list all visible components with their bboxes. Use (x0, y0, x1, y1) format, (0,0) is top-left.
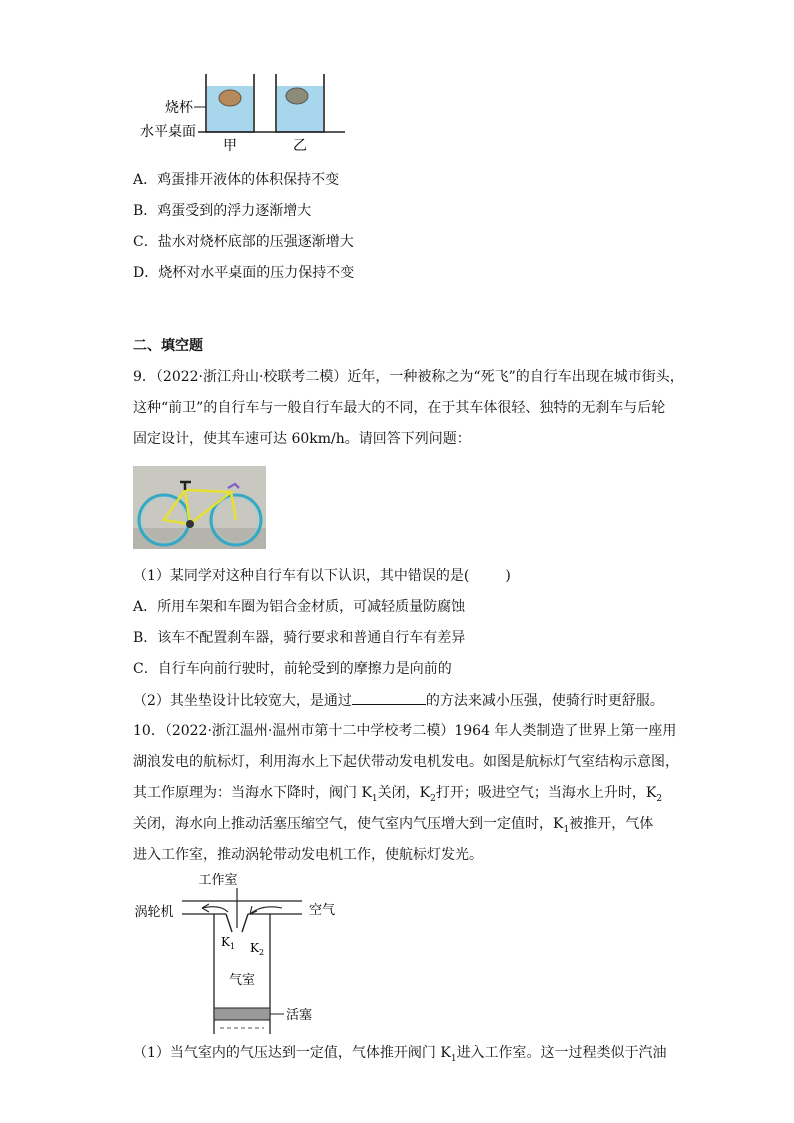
q9-sub1-close: ) (505, 568, 511, 584)
piston (214, 1008, 270, 1020)
q10-sub1 (133, 1043, 667, 1069)
valve-k1 (226, 914, 232, 932)
label-table: 水平桌面 (140, 124, 196, 140)
q9-sub2-after: 的方法来减小压强，使骑行时更舒服。 (425, 693, 664, 709)
q10-sub-k2b: 2 (656, 793, 663, 804)
bicycle-image (133, 466, 266, 549)
q10-sub-k1b: 1 (563, 824, 570, 835)
bicycle-photo (133, 466, 266, 549)
q10-line-3-b: 关闭，K (377, 785, 431, 801)
q9-sub2 (133, 690, 664, 711)
q9-sub1-stem: （1）某同学对这种自行车有以下认识，其中错误的是( (133, 568, 470, 584)
q10-line-4 (133, 814, 653, 840)
q8-option-a: A．鸡蛋排开液体的体积保持不变 (133, 172, 340, 188)
q8-option-b: B．鸡蛋受到的浮力逐渐增大 (133, 203, 312, 219)
photo-floor (133, 528, 266, 549)
arrow-from-air (250, 907, 282, 914)
label-jia: 甲 (223, 138, 237, 154)
q9-line-3: 固定设计，使其车速可达 60km/h。请回答下列问题： (133, 431, 471, 447)
section-title: 二、填空题 (133, 338, 203, 354)
q10-sub1-k1: 1 (450, 1053, 457, 1064)
q10-line-3-c: 打开；吸进空气；当海水上升时，K (435, 785, 657, 801)
q10-line-3-a: 其工作原理为：当海水下降时，阀门 K (133, 785, 372, 801)
label-air: 空气 (308, 903, 336, 918)
label-k2: $K_2$ (250, 941, 265, 957)
q9-sub2-before: （2）其坐垫设计比较宽大，是通过 (133, 693, 352, 709)
chamber-diagram (130, 868, 340, 1038)
label-turbine: 涡轮机 (134, 905, 174, 920)
label-work-room: 工作室 (198, 873, 238, 888)
q9-line-1: 9．（2022·浙江舟山·校联考二模）近年，一种被称之为“死飞”的自行车出现在城市街头， (133, 369, 684, 385)
q9-option-c: C．自行车向前行驶时，前轮受到的摩擦力是向前的 (133, 661, 452, 677)
q10-line-4-a: 关闭，海水向上推动活塞压缩空气，使气室内气压增大到一定值时，K (133, 816, 564, 832)
q9-sub1 (133, 566, 511, 586)
q9-line-2: 这种“前卫”的自行车与一般自行车最大的不同，在于其车体很轻、独特的无刹车与后轮 (133, 400, 666, 416)
label-chamber: 气室 (228, 973, 256, 988)
arrow-to-turbine (202, 907, 228, 912)
chamber-figure (130, 868, 340, 1038)
q10-line-5: 进入工作室，推动涡轮带动发电机工作，使航标灯发光。 (133, 847, 483, 863)
q10-sub-k2: 2 (430, 793, 436, 804)
q10-sub1-a: （1）当气室内的气压达到一定值，气体推开阀门 K (133, 1045, 451, 1061)
egg-right (286, 88, 308, 104)
fill-blank[interactable] (352, 690, 426, 705)
label-k1: $K_1$ (221, 935, 236, 951)
q10-line-1: 10．（2022·浙江温州·温州市第十二中学校考二模）1964 年人类制造了世界上第一座用 (133, 723, 677, 739)
valve-k2 (242, 914, 248, 932)
label-piston: 活塞 (286, 1008, 313, 1023)
q9-option-b: B．该车不配置刹车器，骑行要求和普通自行车有差异 (133, 630, 466, 646)
q9-option-a: A．所用车架和车圈为铝合金材质，可减轻质量防腐蚀 (133, 599, 466, 615)
beaker-figure (130, 70, 350, 155)
q10-line-2: 湖浪发电的航标灯，利用海水上下起伏带动发电机发电。如图是航标灯气室结构示意图， (133, 754, 679, 770)
beaker-diagram (130, 70, 350, 155)
bike-crank (186, 520, 194, 528)
label-yi: 乙 (293, 138, 307, 154)
q8-option-c: C．盐水对烧杯底部的压强逐渐增大 (133, 234, 354, 250)
q10-line-3 (133, 783, 662, 809)
egg-left (219, 90, 241, 106)
arrow-head-left (202, 904, 209, 912)
q10-line-4-b: 被推开，气体 (569, 816, 654, 832)
label-beaker: 烧杯 (165, 100, 193, 116)
q10-sub1-b: 进入工作室。这一过程类似于汽油 (456, 1045, 667, 1061)
q10-sub-k1: 1 (371, 793, 378, 804)
q8-option-d: D．烧杯对水平桌面的压力保持不变 (133, 265, 355, 281)
